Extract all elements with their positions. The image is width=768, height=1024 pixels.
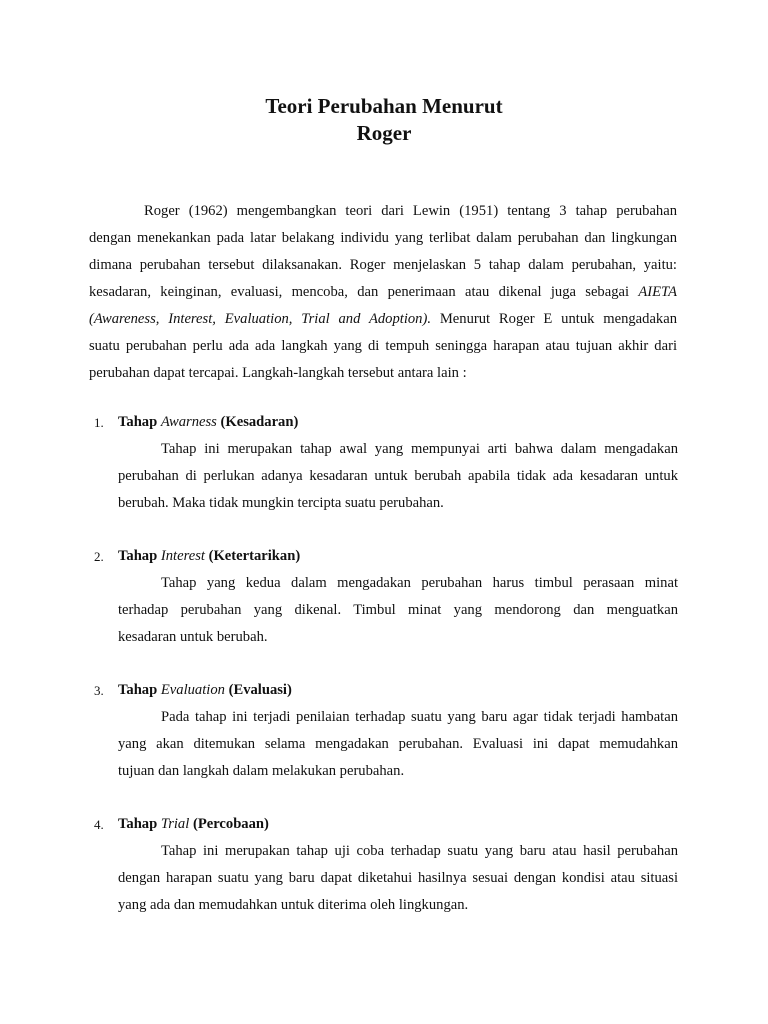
section-body: Pada tahap ini terjadi penilaian terhadap suatu yang baru agar tidak terjadi hambatan yang akan ditemukan selama mengadakan perubahan. Evaluasi ini dapat memudahkan tujuan dan langkah dalam melakukan perubahan. bbox=[118, 709, 678, 779]
list-item bbox=[94, 409, 678, 517]
page-title bbox=[0, 93, 768, 147]
section-heading: 3. Tahap Evaluation (Evaluasi) bbox=[94, 677, 678, 704]
aieta-acronym: AIETA bbox=[638, 284, 677, 300]
list-item bbox=[94, 543, 678, 651]
section-term: Evaluation bbox=[160, 682, 225, 698]
section-body: Tahap yang kedua dalam mengadakan perubahan harus timbul perasaan minat terhadap perubahan yang dikenal. Timbul minat yang mendorong dan menguatkan kesadaran untuk berubah. bbox=[118, 575, 678, 645]
list-number: 3. bbox=[94, 683, 104, 698]
intro-line: kesadaran, keinginan, evaluasi, mencoba, dan penerimaan atau dikenal juga sebagai AIETA bbox=[89, 284, 677, 300]
section-heading: 1. Tahap Awarness (Kesadaran) bbox=[94, 409, 678, 436]
title-line-2: Roger bbox=[356, 121, 412, 145]
intro-line: (Awareness, Interest, Evaluation, Trial and Adoption). Menurut Roger E untuk mengadakan bbox=[89, 311, 677, 327]
aieta-expansion: (Awareness, Interest, Evaluation, Trial and Adoption). bbox=[89, 311, 431, 327]
section-body: Tahap ini merupakan tahap awal yang mempunyai arti bahwa dalam mengadakan perubahan di perlukan adanya kesadaran untuk berubah apabila tidak ada kesadaran untuk berubah. Maka tidak mungkin tercipta suatu perubahan. bbox=[118, 441, 678, 511]
list-number: 1. bbox=[94, 415, 104, 430]
list-item bbox=[94, 811, 678, 919]
intro-line: Roger (1962) mengembangkan teori dari Lewin (1951) tentang 3 tahap perubahan bbox=[144, 203, 677, 219]
section-heading: 2. Tahap Interest (Ketertarikan) bbox=[94, 543, 678, 570]
list-item bbox=[94, 677, 678, 785]
intro-line: dengan menekankan pada latar belakang individu yang terlibat dalam perubahan dan lingkungan bbox=[89, 230, 677, 246]
section-term: Interest bbox=[160, 548, 205, 564]
section-term: Trial bbox=[160, 816, 190, 832]
intro-line: dimana perubahan tersebut dilaksanakan. Roger menjelaskan 5 tahap dalam perubahan, yaitu: bbox=[89, 257, 677, 273]
intro-line: perubahan dapat tercapai. Langkah-langkah tersebut antara lain : bbox=[89, 365, 467, 381]
list-number: 2. bbox=[94, 549, 104, 564]
intro-paragraph bbox=[89, 198, 677, 387]
section-heading: 4. Tahap Trial (Percobaan) bbox=[94, 811, 678, 838]
list-number: 4. bbox=[94, 817, 104, 832]
section-term: Awarness bbox=[160, 414, 217, 430]
intro-line: suatu perubahan perlu ada ada langkah yang di tempuh seningga harapan atau tujuan akhir dari bbox=[89, 338, 677, 354]
section-body: Tahap ini merupakan tahap uji coba terhadap suatu yang baru atau hasil perubahan dengan harapan suatu yang baru dapat diketahui hasilnya sesuai dengan kondisi atau situasi yang ada dan memudahkan untuk diterima oleh lingkungan. bbox=[118, 843, 678, 913]
title-line-1: Teori Perubahan Menurut bbox=[265, 94, 503, 118]
